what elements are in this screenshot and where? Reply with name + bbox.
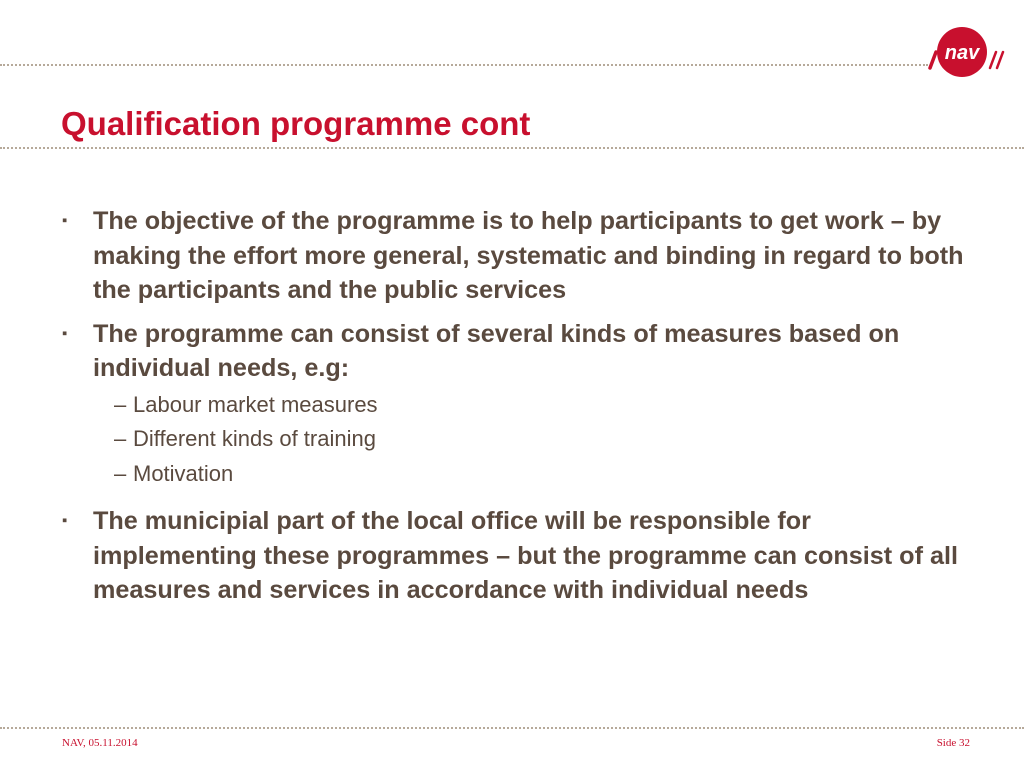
- bullet-item: [62, 204, 967, 308]
- title-dotted-rule: [0, 147, 1024, 149]
- bullet-marker-icon: ▪: [62, 512, 68, 529]
- footer-date: NAV, 05.11.2014: [62, 737, 138, 749]
- logo-text: nav: [944, 42, 980, 64]
- bullet-item: [62, 504, 967, 608]
- bullet-item: [62, 317, 967, 386]
- bullet-text: The programme can consist of several kinds of measures based on individual needs, e.g:: [93, 319, 900, 382]
- bullet-text: The municipial part of the local office will be responsible for implementing these programmes – but the programme can consist of all measures and services in accordance with individual needs: [93, 507, 958, 604]
- footer-dotted-rule: [0, 727, 1024, 729]
- bullet-marker-icon: ▪: [62, 324, 68, 342]
- logo-slash-right-2: [997, 52, 1003, 68]
- slide-body: [62, 204, 967, 617]
- logo-slash-right-1: [990, 52, 996, 68]
- dash-marker: –: [114, 460, 127, 486]
- sub-bullet-text: Different kinds of training: [133, 426, 376, 451]
- slide-title: Qualification programme cont: [61, 105, 531, 142]
- footer-page-number: Side 32: [936, 737, 970, 749]
- nav-logo: [920, 26, 1016, 78]
- sub-bullet-item: [62, 388, 967, 423]
- dash-marker: –: [114, 426, 127, 451]
- bullet-marker-icon: ▪: [62, 212, 68, 229]
- sub-bullet-text: Labour market measures: [133, 391, 378, 417]
- dash-marker: –: [114, 391, 127, 417]
- sub-bullet-text: Motivation: [133, 460, 234, 486]
- top-dotted-rule: [0, 64, 928, 66]
- sub-bullet-item: [62, 422, 967, 457]
- sub-bullet-item: [62, 457, 967, 492]
- bullet-text: The objective of the programme is to help participants to get work – by making the effort more general, systematic and binding in regard to both the participants and the public services: [93, 207, 964, 304]
- logo-slash-left: [930, 52, 936, 68]
- sub-bullet-list: [62, 388, 967, 492]
